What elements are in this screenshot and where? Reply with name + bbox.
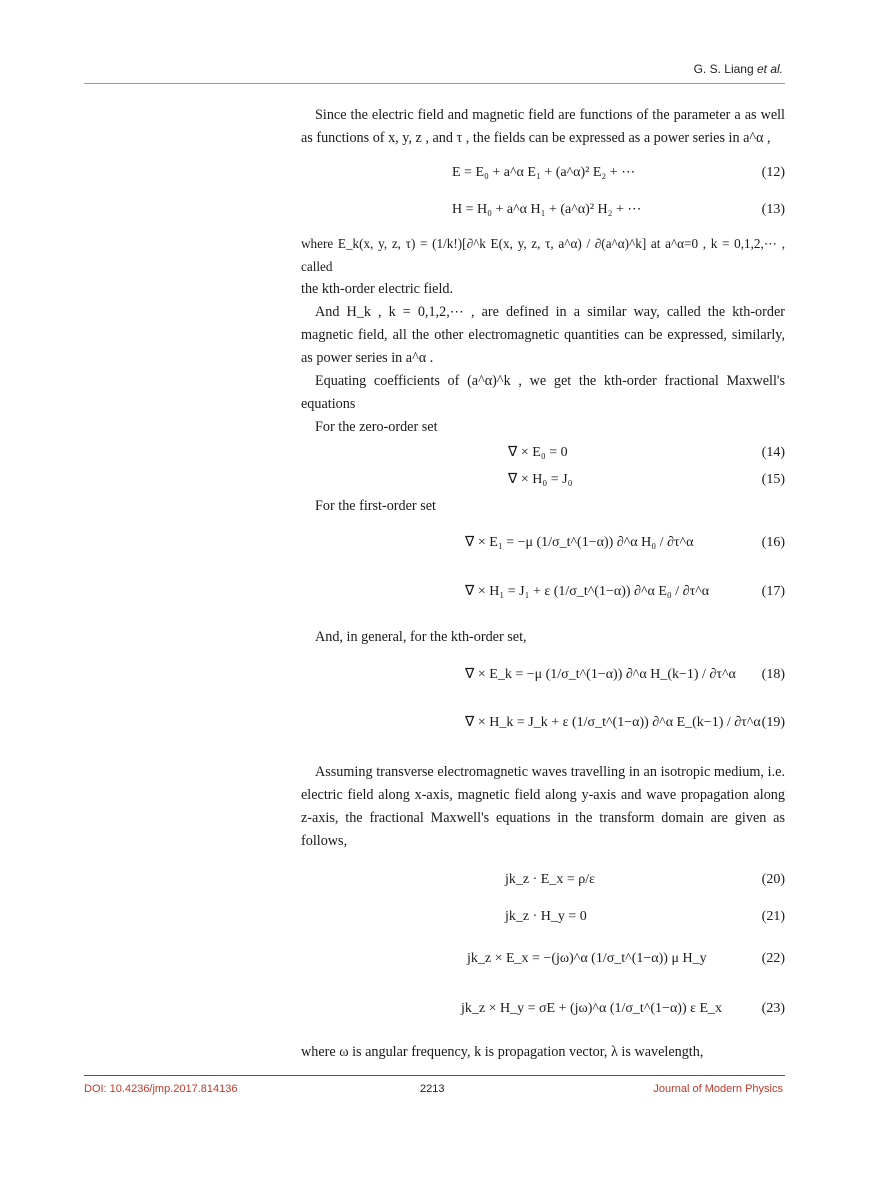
equation-15-number: (15)	[761, 472, 785, 487]
equation-17-number: (17)	[761, 584, 785, 599]
equation-23-body: jk_z × H_y = σE + (jω)^α (1/σ_t^(1−α)) ε E_x	[461, 1001, 723, 1016]
equation-12-number: (12)	[761, 165, 785, 180]
equation-19	[301, 699, 785, 751]
equation-16	[301, 518, 785, 568]
equation-14	[301, 439, 785, 466]
footer-page-number: 2213	[420, 1083, 445, 1095]
paragraph-kth-definition: where E_k(x, y, z, τ) = (1/k!)[∂^k E(x, y, z, τ, a^α) / ∂(a^α)^k] at a^α=0 , k = 0,1,2,⋯ , called	[301, 236, 785, 274]
paragraph-symbol-definitions: where ω is angular frequency, k is propagation vector, λ is wavelength,	[301, 1044, 704, 1060]
paragraph-kth-definition-tail: the kth-order electric field.	[301, 281, 454, 297]
equation-12	[301, 154, 785, 191]
equation-20-body: jk_z · E_x = ρ/ε	[505, 872, 595, 887]
equation-14-body: ∇ × E₀ = 0	[508, 445, 568, 460]
paragraph-series-intro: Since the electric field and magnetic field are functions of the parameter a as well as functions of x, y, z , and τ , the fields can be expressed as a power series in a^α ,	[301, 107, 785, 146]
equation-19-body: ∇ × H_k = J_k + ε (1/σ_t^(1−α)) ∂^α E_(k−1) / ∂τ^α	[465, 715, 761, 730]
equation-23-number: (23)	[761, 1001, 785, 1016]
equation-18	[301, 649, 785, 699]
equation-13-number: (13)	[761, 202, 785, 217]
heading-zero-order: For the zero-order set	[315, 419, 438, 435]
page-body	[301, 104, 785, 1064]
header-author: G. S. Liang	[693, 62, 754, 76]
equation-22	[301, 933, 785, 983]
footer-doi-link[interactable]: DOI: 10.4236/jmp.2017.814136	[84, 1083, 238, 1095]
equation-22-body: jk_z × E_x = −(jω)^α (1/σ_t^(1−α)) μ H_y	[467, 951, 707, 966]
equation-18-body: ∇ × E_k = −μ (1/σ_t^(1−α)) ∂^α H_(k−1) / ∂τ^α	[465, 667, 736, 682]
equation-14-number: (14)	[761, 445, 785, 460]
equation-19-number: (19)	[761, 715, 785, 730]
footer-rule	[84, 1075, 785, 1076]
equation-21-number: (21)	[761, 909, 785, 924]
equation-17	[301, 568, 785, 620]
equation-16-number: (16)	[761, 535, 785, 550]
equation-18-number: (18)	[761, 667, 785, 682]
equation-13	[301, 191, 785, 228]
equation-22-number: (22)	[761, 951, 785, 966]
paragraph-equating: Equating coefficients of (a^α)^k , we get the kth-order fractional Maxwell's equations	[301, 373, 785, 412]
equation-20	[301, 857, 785, 901]
header-rule	[84, 83, 785, 84]
equation-12-body: E = E₀ + a^α E₁ + (a^α)² E₂ + ⋯	[452, 165, 636, 180]
paragraph-hk-definition: And H_k , k = 0,1,2,⋯ , are defined in a similar way, called the kth-order magnetic field, all the other electromagnetic quantities can be expressed, similarly, as power series in a^α .	[301, 304, 785, 366]
equation-15	[301, 466, 785, 493]
running-header	[694, 62, 783, 76]
equation-23	[301, 983, 785, 1035]
heading-kth-order: And, in general, for the kth-order set,	[315, 629, 527, 645]
equation-16-body: ∇ × E₁ = −μ (1/σ_t^(1−α)) ∂^α H₀ / ∂τ^α	[465, 535, 694, 550]
heading-first-order: For the first-order set	[315, 498, 436, 514]
equation-13-body: H = H₀ + a^α H₁ + (a^α)² H₂ + ⋯	[452, 202, 642, 217]
equation-21-body: jk_z · H_y = 0	[505, 909, 587, 924]
equation-20-number: (20)	[761, 872, 785, 887]
equation-15-body: ∇ × H₀ = J₀	[508, 472, 573, 487]
equation-21	[301, 901, 785, 933]
header-etal: et al.	[756, 62, 783, 76]
equation-17-body: ∇ × H₁ = J₁ + ε (1/σ_t^(1−α)) ∂^α E₀ / ∂τ^α	[465, 584, 710, 599]
paragraph-tem-assumption: Assuming transverse electromagnetic waves travelling in an isotropic medium, i.e. electric field along x-axis, magnetic field along y-axis and wave propagation along z-axis, the fractional Maxwell's equations in the transform domain are given as follows,	[301, 764, 785, 849]
footer-journal-link[interactable]: Journal of Modern Physics	[653, 1083, 783, 1095]
